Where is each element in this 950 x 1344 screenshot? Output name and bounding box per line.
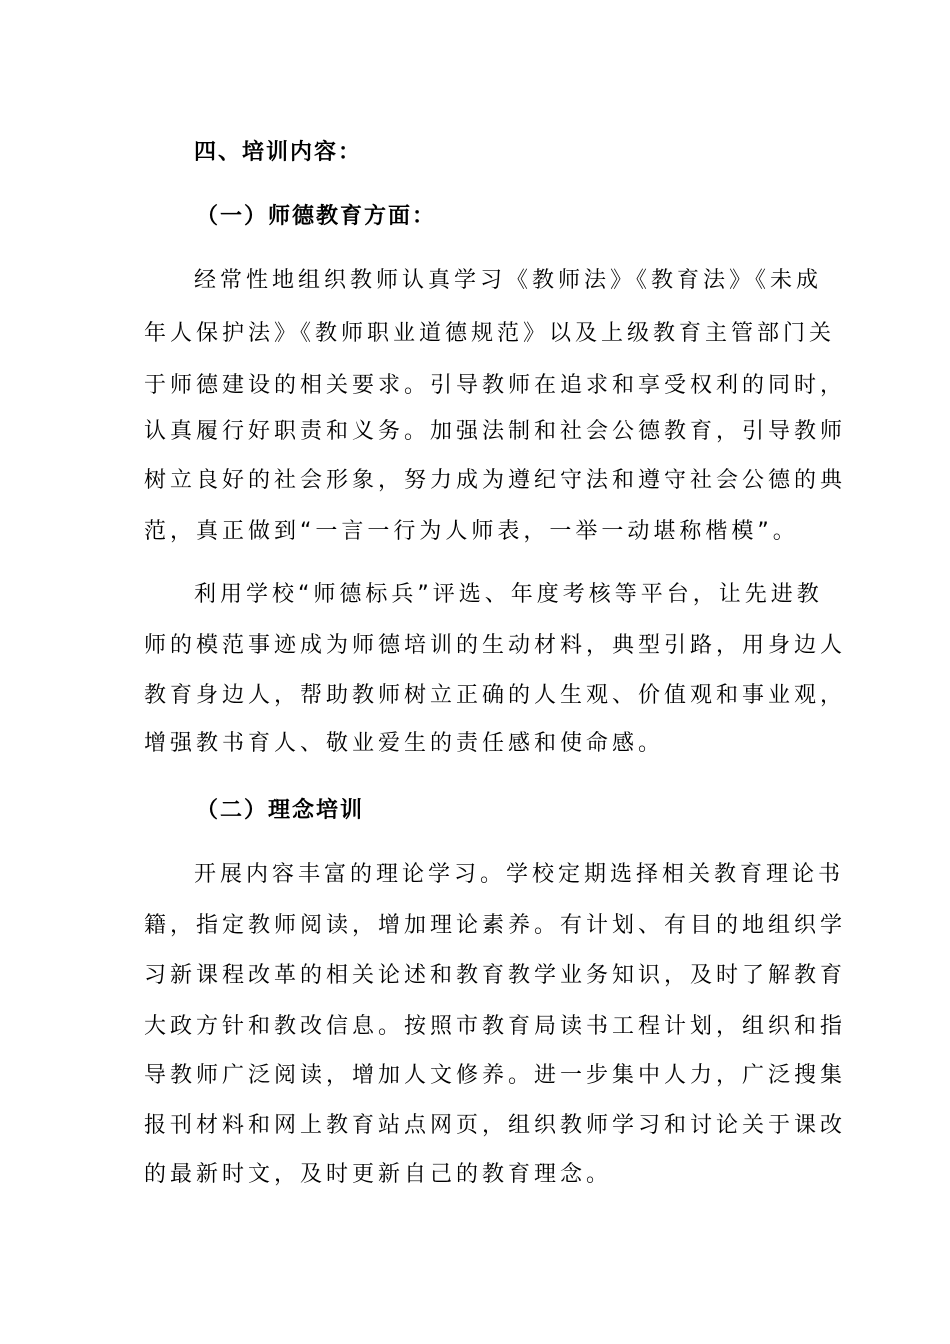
paragraph-line: 增强教书育人、敬业爱生的责任感和使命感。 [144,731,665,756]
paragraph-line: 导教师广泛阅读，增加人文修养。进一步集中人力，广泛搜集 [144,1063,847,1088]
paragraph-line: 经常性地组织教师认真学习《教师法》《教育法》《未成 [194,268,823,293]
paragraph-line: 于师德建设的相关要求。引导教师在追求和享受权利的同时， [144,373,847,398]
paragraph-line: 教育身边人，帮助教师树立正确的人生观、价值观和事业观， [144,683,847,708]
paragraph-line: 的最新时文，及时更新自己的教育理念。 [144,1162,613,1187]
paragraph-line: 报刊材料和网上教育站点网页，组织教师学习和讨论关于课改 [144,1113,847,1138]
paragraph-line: 利用学校“师德标兵”评选、年度考核等平台，让先进教 [194,582,823,607]
paragraph-line: 开展内容丰富的理论学习。学校定期选择相关教育理论书 [194,862,845,887]
paragraph-line: 师的模范事迹成为师德培训的生动材料，典型引路，用身边人 [144,633,847,658]
section-heading: 四、培训内容： [194,140,363,165]
paragraph-line: 范，真正做到“一言一行为人师表，一举一动堪称楷模”。 [144,519,799,544]
paragraph-line: 年人保护法》《教师职业道德规范》以及上级教育主管部门关 [144,321,836,346]
subsection-heading-1: （一）师德教育方面： [196,204,437,229]
paragraph-line: 树立良好的社会形象，努力成为遵纪守法和遵守社会公德的典 [144,468,847,493]
paragraph-line: 习新课程改革的相关论述和教育教学业务知识，及时了解教育 [144,963,847,988]
paragraph-line: 籍，指定教师阅读，增加理论素养。有计划、有目的地组织学 [144,913,847,938]
paragraph-line: 认真履行好职责和义务。加强法制和社会公德教育，引导教师 [144,419,847,444]
paragraph-line: 大政方针和教改信息。按照市教育局读书工程计划，组织和指 [144,1014,847,1039]
subsection-heading-2: （二）理念培训 [196,798,365,823]
